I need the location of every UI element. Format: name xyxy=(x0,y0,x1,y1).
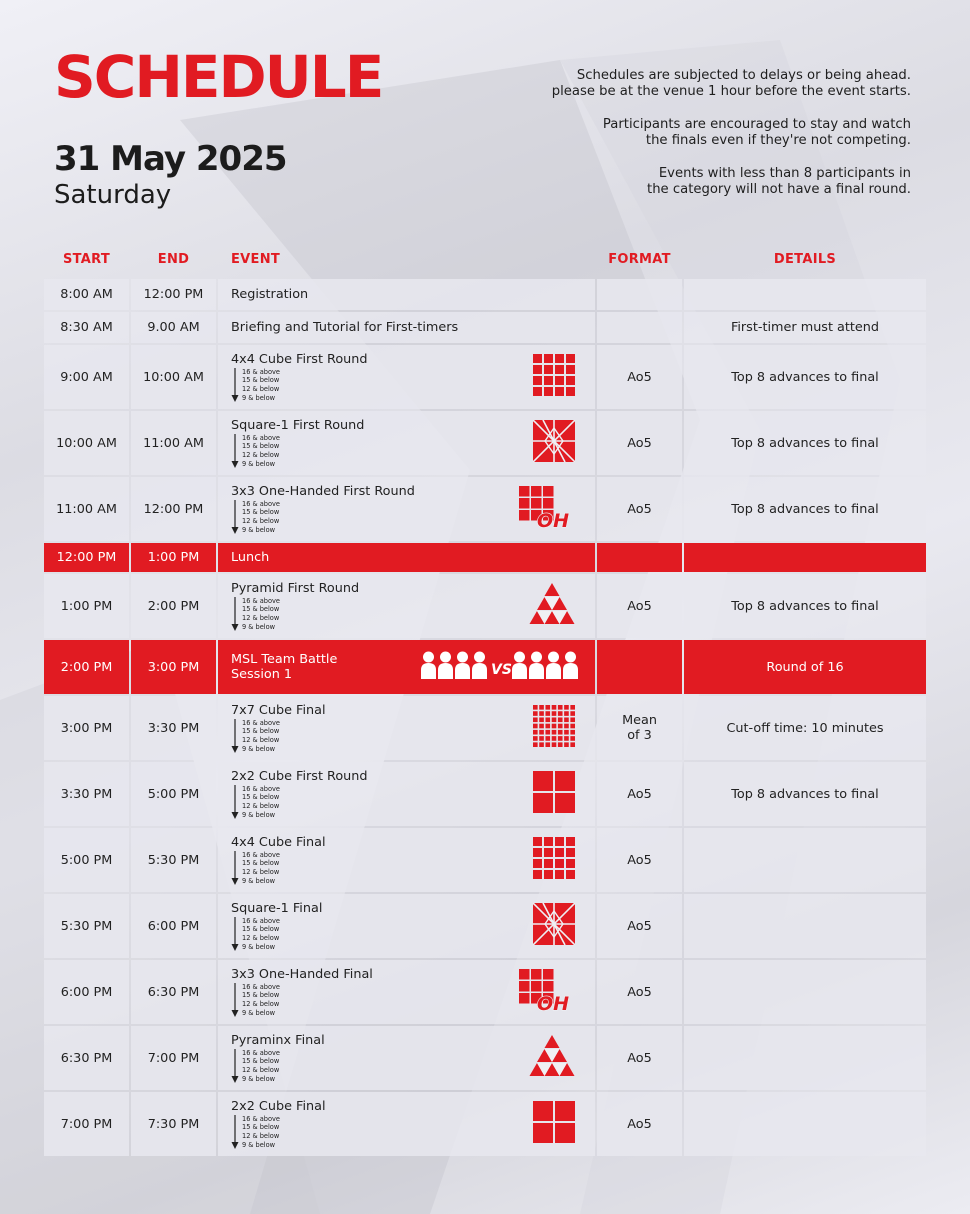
start-time: 1:00 PM xyxy=(44,574,129,638)
arrow-down-icon xyxy=(231,719,239,753)
start-time: 3:30 PM xyxy=(44,762,129,826)
age-group-label: 9 & below xyxy=(242,1008,276,1017)
end-time: 6:00 PM xyxy=(131,894,216,958)
square-1-icon xyxy=(533,903,575,949)
vs-label: VS xyxy=(491,662,512,678)
details-cell: Top 8 advances to final xyxy=(684,574,926,638)
details-cell: Top 8 advances to final xyxy=(684,345,926,409)
cube-2x2-icon xyxy=(533,771,575,817)
format-cell xyxy=(597,279,682,310)
end-time: 11:00 AM xyxy=(131,411,216,475)
event-cell xyxy=(218,477,595,541)
event-name: 2x2 Cube First Round xyxy=(231,768,368,784)
arrow-down-icon xyxy=(231,597,239,631)
event-cell xyxy=(218,894,595,958)
start-time: 5:00 PM xyxy=(44,828,129,892)
event-name: 7x7 Cube Final xyxy=(231,702,326,718)
end-time: 9.00 AM xyxy=(131,312,216,343)
event-cell xyxy=(218,345,595,409)
start-time: 12:00 PM xyxy=(44,543,129,572)
end-time: 7:30 PM xyxy=(131,1092,216,1156)
format-cell: Ao5 xyxy=(597,477,682,541)
start-time: 9:00 AM xyxy=(44,345,129,409)
details-cell xyxy=(684,828,926,892)
end-time: 5:00 PM xyxy=(131,762,216,826)
table-row xyxy=(44,477,926,541)
end-time: 1:00 PM xyxy=(131,543,216,572)
age-group-label: 12 & below xyxy=(242,802,280,810)
note-delays: Schedules are subjected to delays or being ahead. please be at the venue 1 hour before the event starts. xyxy=(551,68,911,99)
age-group-label: 12 & below xyxy=(242,517,280,525)
start-time: 6:30 PM xyxy=(44,1026,129,1090)
cube-4x4-icon xyxy=(533,354,575,400)
details-cell: Round of 16 xyxy=(684,640,926,694)
cube-3x3-oh-icon xyxy=(519,969,575,1015)
details-cell xyxy=(684,960,926,1024)
format-cell: Ao5 xyxy=(597,1026,682,1090)
format-cell xyxy=(597,312,682,343)
event-name: Square-1 First Round xyxy=(231,417,365,433)
age-group-label: 16 & above xyxy=(242,718,280,727)
pyraminx-icon xyxy=(529,1035,575,1081)
table-row xyxy=(44,543,926,572)
format-cell: Ao5 xyxy=(597,411,682,475)
age-group-label: 12 & below xyxy=(242,385,280,393)
arrow-down-icon xyxy=(231,983,239,1017)
page-title: SCHEDULE xyxy=(54,43,383,111)
start-time: 11:00 AM xyxy=(44,477,129,541)
age-group-label: 16 & above xyxy=(242,433,280,442)
end-time: 12:00 PM xyxy=(131,279,216,310)
start-time: 10:00 AM xyxy=(44,411,129,475)
age-group-label: 9 & below xyxy=(242,942,276,951)
age-groups xyxy=(231,597,280,632)
square-1-icon xyxy=(533,420,575,466)
age-group-label: 16 & above xyxy=(242,596,280,605)
end-time: 5:30 PM xyxy=(131,828,216,892)
notes xyxy=(471,68,911,215)
end-time: 12:00 PM xyxy=(131,477,216,541)
event-name: 2x2 Cube Final xyxy=(231,1098,326,1114)
column-start: START xyxy=(62,252,111,267)
age-groups xyxy=(231,1049,280,1084)
end-time: 3:00 PM xyxy=(131,640,216,694)
arrow-down-icon xyxy=(231,500,239,534)
age-group-label: 9 & below xyxy=(242,459,276,468)
note-participants: Events with less than 8 participants in the category will not have a final round. xyxy=(647,166,911,197)
arrow-down-icon xyxy=(231,368,239,402)
table-row xyxy=(44,762,926,826)
event-cell xyxy=(218,696,595,760)
age-group-label: 9 & below xyxy=(242,1140,276,1149)
column-event: EVENT xyxy=(231,252,281,267)
table-row xyxy=(44,1092,926,1156)
age-groups xyxy=(231,434,280,469)
age-group-label: 16 & above xyxy=(242,1048,280,1057)
cube-3x3-oh-icon xyxy=(519,486,575,532)
start-time: 7:00 PM xyxy=(44,1092,129,1156)
age-group-label: 15 & below xyxy=(242,376,280,385)
event-name: 3x3 One-Handed First Round xyxy=(231,483,415,499)
age-groups xyxy=(231,500,280,535)
event-name: Pyramid First Round xyxy=(231,580,360,596)
age-groups xyxy=(231,368,280,403)
event-cell xyxy=(218,1092,595,1156)
event-cell xyxy=(218,828,595,892)
arrow-down-icon xyxy=(231,917,239,951)
age-group-label: 15 & below xyxy=(242,605,280,614)
column-format: FORMAT xyxy=(608,252,671,267)
end-time: 10:00 AM xyxy=(131,345,216,409)
arrow-down-icon xyxy=(231,1115,239,1149)
end-time: 2:00 PM xyxy=(131,574,216,638)
event-name: 4x4 Cube First Round xyxy=(231,351,368,367)
format-cell: Ao5 xyxy=(597,960,682,1024)
event-name: 3x3 One-Handed Final xyxy=(231,966,373,982)
age-groups xyxy=(231,719,280,754)
table-row xyxy=(44,312,926,343)
age-group-label: 9 & below xyxy=(242,876,276,885)
event-name: Pyraminx Final xyxy=(231,1032,325,1048)
table-row xyxy=(44,828,926,892)
format-cell: Ao5 xyxy=(597,762,682,826)
format-cell: Ao5 xyxy=(597,828,682,892)
age-group-label: 9 & below xyxy=(242,810,276,819)
age-group-label: 15 & below xyxy=(242,442,280,451)
event-name: Registration xyxy=(231,287,309,302)
team-battle-icon xyxy=(421,650,579,684)
age-group-label: 15 & below xyxy=(242,793,280,802)
age-group-label: 15 & below xyxy=(242,859,280,868)
age-group-label: 16 & above xyxy=(242,367,280,376)
age-group-label: 9 & below xyxy=(242,1074,276,1083)
age-group-label: 16 & above xyxy=(242,982,280,991)
format-cell xyxy=(597,640,682,694)
table-row xyxy=(44,279,926,310)
age-group-label: 12 & below xyxy=(242,614,280,622)
event-cell xyxy=(218,640,595,694)
table-row xyxy=(44,574,926,638)
event-cell xyxy=(218,411,595,475)
start-time: 8:30 AM xyxy=(44,312,129,343)
end-time: 6:30 PM xyxy=(131,960,216,1024)
arrow-down-icon xyxy=(231,434,239,468)
cube-4x4-icon xyxy=(533,837,575,883)
age-group-label: 15 & below xyxy=(242,991,280,1000)
age-group-label: 12 & below xyxy=(242,1066,280,1074)
age-group-label: 12 & below xyxy=(242,1132,280,1140)
schedule-table xyxy=(44,279,926,1158)
age-group-label: 9 & below xyxy=(242,744,276,753)
age-group-label: 16 & above xyxy=(242,916,280,925)
event-cell xyxy=(218,543,595,572)
event-cell xyxy=(218,960,595,1024)
arrow-down-icon xyxy=(231,851,239,885)
details-cell xyxy=(684,1092,926,1156)
format-cell: Ao5 xyxy=(597,1092,682,1156)
age-group-label: 15 & below xyxy=(242,1057,280,1066)
age-group-label: 16 & above xyxy=(242,499,280,508)
event-cell xyxy=(218,279,595,310)
details-cell xyxy=(684,1026,926,1090)
end-time: 3:30 PM xyxy=(131,696,216,760)
details-cell xyxy=(684,543,926,572)
start-time: 8:00 AM xyxy=(44,279,129,310)
age-groups xyxy=(231,917,280,952)
event-cell xyxy=(218,574,595,638)
age-group-label: 16 & above xyxy=(242,1114,280,1123)
format-cell: Ao5 xyxy=(597,574,682,638)
age-groups xyxy=(231,1115,280,1150)
event-name: Lunch xyxy=(231,550,270,565)
age-group-label: 16 & above xyxy=(242,850,280,859)
start-time: 2:00 PM xyxy=(44,640,129,694)
age-group-label: 9 & below xyxy=(242,525,276,534)
format-cell: Ao5 xyxy=(597,345,682,409)
event-cell xyxy=(218,312,595,343)
end-time: 7:00 PM xyxy=(131,1026,216,1090)
age-group-label: 12 & below xyxy=(242,736,280,744)
table-row xyxy=(44,696,926,760)
arrow-down-icon xyxy=(231,785,239,819)
table-row xyxy=(44,1026,926,1090)
age-group-label: 15 & below xyxy=(242,1123,280,1132)
age-group-label: 12 & below xyxy=(242,1000,280,1008)
age-group-label: 15 & below xyxy=(242,925,280,934)
age-groups xyxy=(231,851,280,886)
age-group-label: 15 & below xyxy=(242,727,280,736)
event-cell xyxy=(218,1026,595,1090)
age-group-label: 9 & below xyxy=(242,393,276,402)
details-cell xyxy=(684,279,926,310)
age-group-label: 12 & below xyxy=(242,451,280,459)
age-groups xyxy=(231,983,280,1018)
start-time: 3:00 PM xyxy=(44,696,129,760)
age-group-label: 9 & below xyxy=(242,622,276,631)
table-row xyxy=(44,960,926,1024)
details-cell xyxy=(684,894,926,958)
age-group-label: 16 & above xyxy=(242,784,280,793)
cube-2x2-icon xyxy=(533,1101,575,1147)
age-group-label: 15 & below xyxy=(242,508,280,517)
format-cell: Ao5 xyxy=(597,894,682,958)
arrow-down-icon xyxy=(231,1049,239,1083)
details-cell: Cut-off time: 10 minutes xyxy=(684,696,926,760)
table-header xyxy=(44,252,926,272)
event-name: Briefing and Tutorial for First-timers xyxy=(231,320,459,335)
table-row xyxy=(44,640,926,694)
details-cell: First-timer must attend xyxy=(684,312,926,343)
format-cell: Mean of 3 xyxy=(597,696,682,760)
event-date: 31 May 2025 xyxy=(54,139,287,179)
start-time: 5:30 PM xyxy=(44,894,129,958)
pyraminx-icon xyxy=(529,583,575,629)
table-row xyxy=(44,345,926,409)
start-time: 6:00 PM xyxy=(44,960,129,1024)
details-cell: Top 8 advances to final xyxy=(684,477,926,541)
event-cell xyxy=(218,762,595,826)
event-weekday: Saturday xyxy=(54,180,172,210)
age-groups xyxy=(231,785,280,820)
oh-label: OH xyxy=(537,510,570,528)
age-group-label: 12 & below xyxy=(242,934,280,942)
oh-label: OH xyxy=(537,993,570,1011)
note-finals: Participants are encouraged to stay and watch the finals even if they're not competing. xyxy=(602,117,911,148)
table-row xyxy=(44,411,926,475)
event-name: MSL Team Battle Session 1 xyxy=(231,652,338,682)
details-cell: Top 8 advances to final xyxy=(684,411,926,475)
event-name: Square-1 Final xyxy=(231,900,323,916)
format-cell xyxy=(597,543,682,572)
column-end: END xyxy=(157,252,190,267)
event-name: 4x4 Cube Final xyxy=(231,834,326,850)
details-cell: Top 8 advances to final xyxy=(684,762,926,826)
column-details: DETAILS xyxy=(773,252,837,267)
age-group-label: 12 & below xyxy=(242,868,280,876)
cube-7x7-icon xyxy=(533,705,575,751)
table-row xyxy=(44,894,926,958)
